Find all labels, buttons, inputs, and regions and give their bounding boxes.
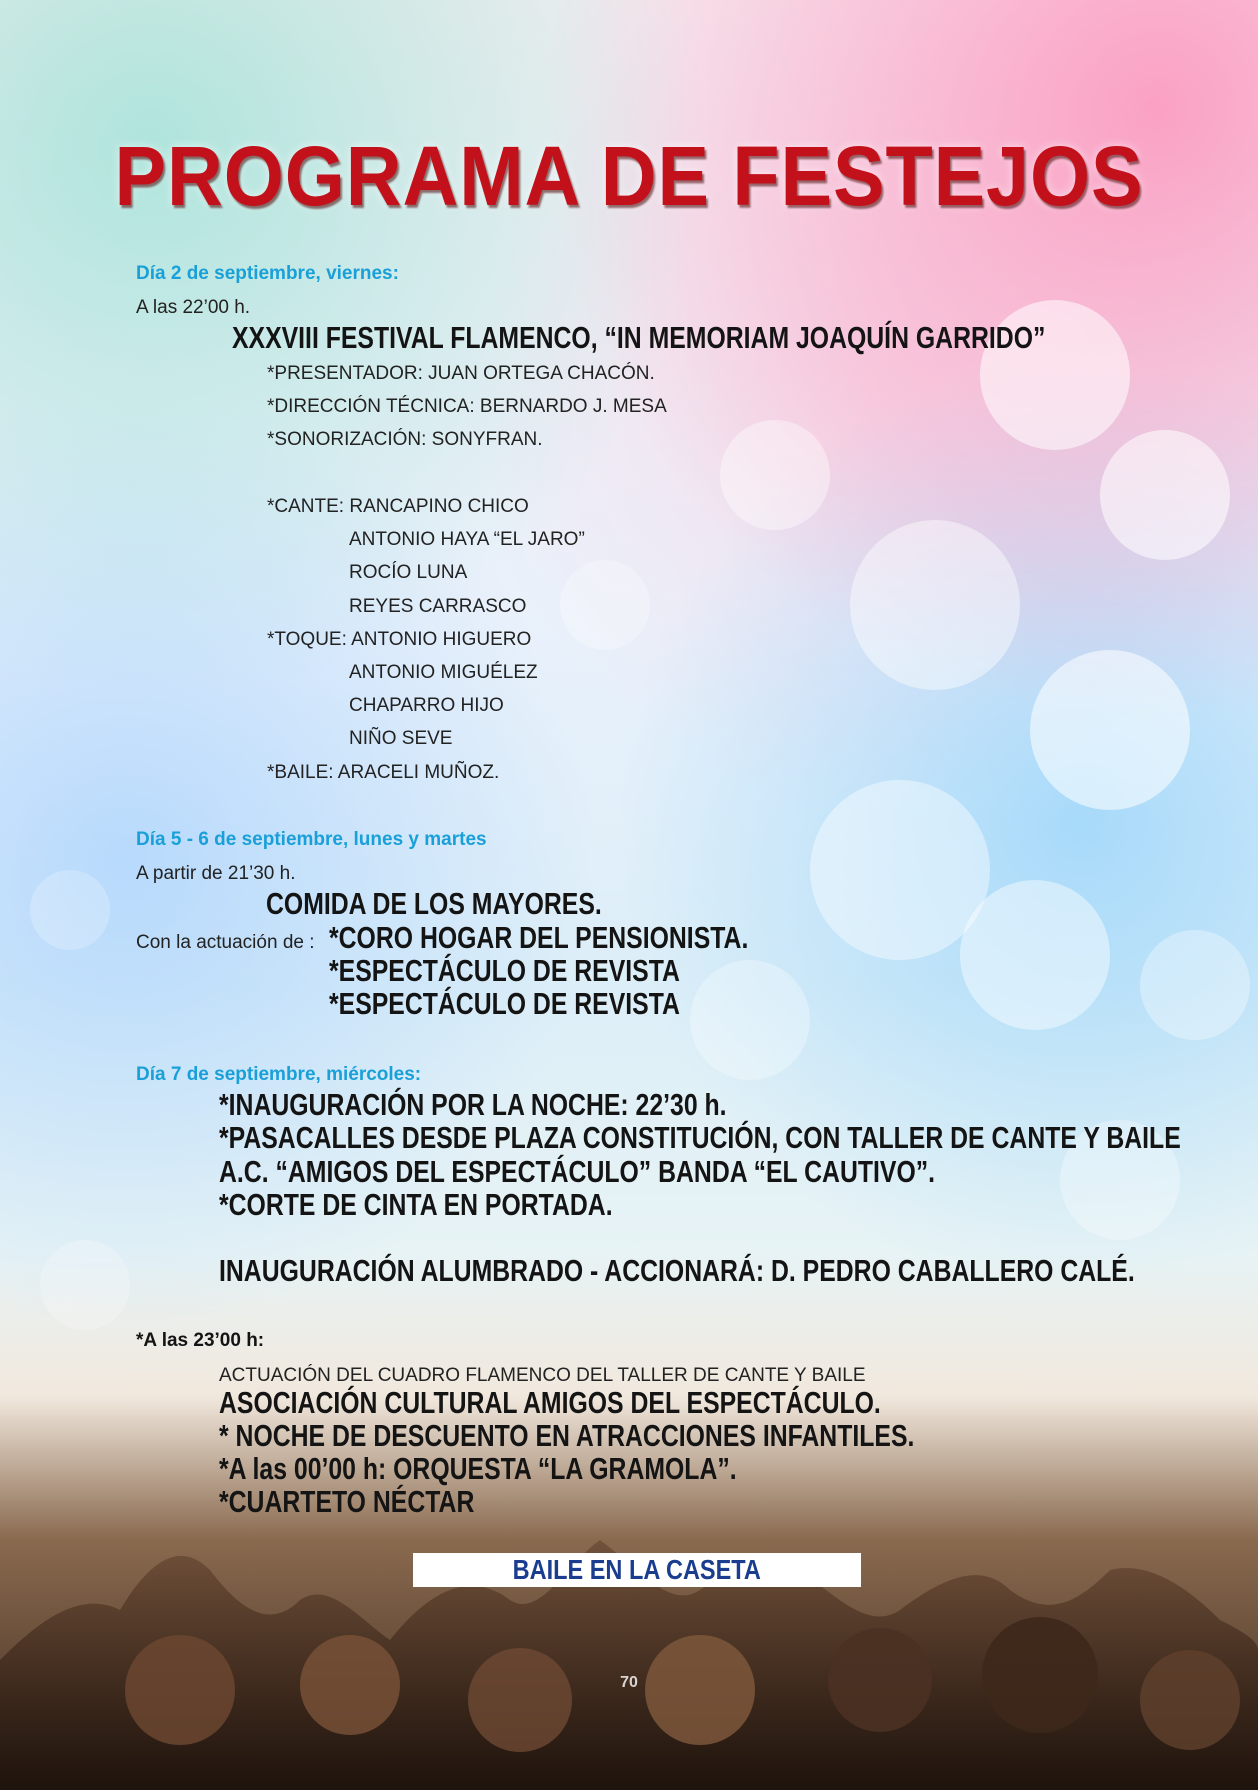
- day-heading: Día 7 de septiembre, miércoles:: [136, 1064, 422, 1085]
- cante-artist: ROCÍO LUNA: [349, 562, 468, 583]
- direction-line: *DIRECCIÓN TÉCNICA: BERNARDO J. MESA: [267, 396, 667, 417]
- night-line: *A las 00’00 h: ORQUESTA “LA GRAMOLA”.: [219, 1451, 737, 1486]
- bokeh-light: [850, 520, 1020, 690]
- performance-item: *ESPECTÁCULO DE REVISTA: [329, 986, 680, 1021]
- baile-line: *BAILE: ARACELI MUÑOZ.: [267, 762, 500, 783]
- baile-caseta-banner: [413, 1553, 861, 1587]
- time-heading: *A las 23’00 h:: [136, 1330, 265, 1351]
- cante-artist: ANTONIO HAYA “EL JARO”: [349, 529, 585, 550]
- toque-artist: NIÑO SEVE: [349, 728, 453, 749]
- bokeh-light: [40, 1240, 130, 1330]
- cante-artist: REYES CARRASCO: [349, 596, 527, 617]
- bokeh-light: [30, 870, 110, 950]
- lighting-line: INAUGURACIÓN ALUMBRADO - ACCIONARÁ: D. PEDRO CABALLERO CALÉ.: [219, 1253, 1135, 1288]
- page-number: 70: [620, 1674, 638, 1691]
- sound-line: *SONORIZACIÓN: SONYFRAN.: [267, 429, 543, 450]
- performance-label: Con la actuación de :: [136, 932, 315, 953]
- day-heading: Día 5 - 6 de septiembre, lunes y martes: [136, 829, 487, 850]
- performance-item: *CORO HOGAR DEL PENSIONISTA.: [329, 920, 749, 955]
- event-title: XXXVIII FESTIVAL FLAMENCO, “IN MEMORIAM JOAQUÍN GARRIDO”: [232, 320, 1046, 355]
- night-line: * NOCHE DE DESCUENTO EN ATRACCIONES INFANTILES.: [219, 1418, 915, 1453]
- event-line: A.C. “AMIGOS DEL ESPECTÁCULO” BANDA “EL CAUTIVO”.: [219, 1154, 936, 1189]
- night-intro: ACTUACIÓN DEL CUADRO FLAMENCO DEL TALLER DE CANTE Y BAILE: [219, 1365, 866, 1386]
- event-line: *PASACALLES DESDE PLAZA CONSTITUCIÓN, CON TALLER DE CANTE Y BAILE: [219, 1120, 1181, 1155]
- bokeh-light: [1140, 930, 1250, 1040]
- toque-artist: ANTONIO MIGUÉLEZ: [349, 662, 538, 683]
- bokeh-light: [690, 960, 810, 1080]
- bokeh-light: [1100, 430, 1230, 560]
- event-title: COMIDA DE LOS MAYORES.: [266, 886, 602, 921]
- night-line: *CUARTETO NÉCTAR: [219, 1484, 475, 1519]
- toque-artist: CHAPARRO HIJO: [349, 695, 504, 716]
- banner-label: BAILE EN LA CASETA: [512, 1554, 762, 1585]
- cante-line: *CANTE: RANCAPINO CHICO: [267, 496, 529, 517]
- performance-item: *ESPECTÁCULO DE REVISTA: [329, 953, 680, 988]
- presenter-line: *PRESENTADOR: JUAN ORTEGA CHACÓN.: [267, 363, 655, 384]
- page-title: PROGRAMA DE FESTEJOS: [114, 129, 1144, 223]
- bokeh-light: [560, 560, 650, 650]
- event-line: *INAUGURACIÓN POR LA NOCHE: 22’30 h.: [219, 1087, 727, 1122]
- bokeh-light: [960, 880, 1110, 1030]
- bokeh-light: [720, 420, 830, 530]
- day-heading: Día 2 de septiembre, viernes:: [136, 263, 399, 284]
- bokeh-light: [1030, 650, 1190, 810]
- event-time: A partir de 21’30 h.: [136, 863, 296, 884]
- night-line: ASOCIACIÓN CULTURAL AMIGOS DEL ESPECTÁCULO.: [219, 1385, 881, 1420]
- event-time: A las 22’00 h.: [136, 297, 251, 318]
- toque-line: *TOQUE: ANTONIO HIGUERO: [267, 629, 532, 650]
- party-crowd-illustration: [0, 1500, 1258, 1790]
- event-line: *CORTE DE CINTA EN PORTADA.: [219, 1187, 613, 1222]
